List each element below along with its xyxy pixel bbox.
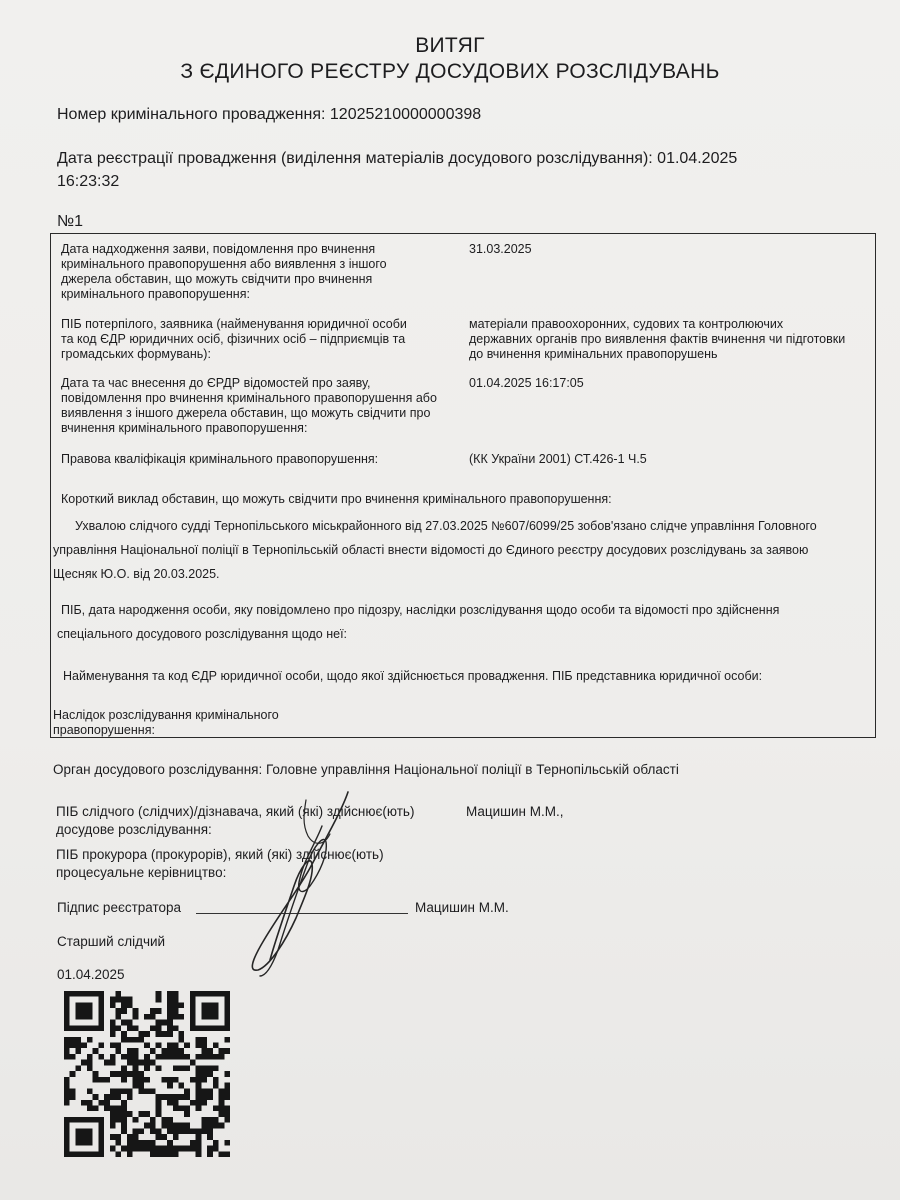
text-line: повідомлення про вчинення кримінального правопорушення або — [61, 391, 437, 405]
qualification-value: (КК України 2001) СТ.426-1 Ч.5 — [469, 452, 647, 466]
signature-icon — [230, 790, 360, 980]
text-line: досудове розслідування: — [56, 822, 212, 837]
investigation-organ: Орган досудового розслідування: Головне управління Національної поліції в Тернопільській області — [53, 762, 679, 777]
case-number: Номер кримінального провадження: 12025210000000398 — [57, 106, 482, 123]
registration-date: Дата реєстрації провадження (виділення матеріалів досудового розслідування): 01.04.2025 — [57, 150, 738, 167]
text-line: ПІБ потерпілого, заявника (найменування юридичної особи — [61, 317, 407, 331]
text-line: Дата надходження заяви, повідомлення про вчинення — [61, 242, 376, 256]
text-line: ПІБ прокурора (прокурорів), який (які) здійснює(ють) — [56, 847, 384, 862]
text-line: правопорушення: — [53, 723, 155, 737]
details-table — [50, 233, 876, 738]
text-line: Дата та час внесення до ЄРДР відомостей про заяву, — [61, 376, 371, 390]
text-line: державних органів про виявлення фактів вчинення чи підготовки — [469, 332, 846, 346]
document-title: ВИТЯГ — [415, 34, 485, 57]
text-line: спеціального досудового розслідування щодо неї: — [57, 627, 348, 641]
summary-text — [53, 514, 868, 586]
text-line: ПІБ, дата народження особи, яку повідомлено про підозру, наслідки розслідування щодо особи та відомості про здійснення — [61, 603, 780, 617]
summary-label: Короткий виклад обставин, що можуть свідчити про вчинення кримінального правопорушення: — [61, 492, 612, 506]
registration-time: 16:23:32 — [57, 173, 120, 190]
legal-entity-label: Найменування та код ЄДР юридичної особи, щодо якої здійснюється провадження. ПІБ представника юридичної особи: — [63, 669, 763, 683]
document-subtitle: З ЄДИНОГО РЕЄСТРУ ДОСУДОВИХ РОЗСЛІДУВАНЬ — [180, 60, 720, 83]
text-line: вчинення кримінального правопорушення: — [61, 421, 308, 435]
text-line: джерела обставин, що можуть свідчити про вчинення — [61, 272, 373, 286]
registrar-label: Підпис реєстратора — [57, 900, 182, 915]
entry-number: №1 — [57, 213, 84, 230]
position-title: Старший слідчий — [57, 934, 166, 949]
applicant-label — [61, 317, 451, 362]
qualification-label: Правова кваліфікація кримінального правопорушення: — [61, 452, 379, 466]
text-line: кримінального правопорушення: — [61, 287, 250, 301]
text-line: Ухвалою слідчого судді Тернопільського міськрайонного від 27.03.2025 №607/6099/25 зобов'язано слідче управління Головного — [75, 519, 817, 533]
text-line: ПІБ слідчого (слідчих)/дізнавача, який (які) здійснює(ють) — [56, 804, 415, 819]
text-line: та код ЄДР юридичних осіб, фізичних осіб – підприємців та — [61, 332, 406, 346]
erdr-entry-value: 01.04.2025 16:17:05 — [469, 376, 584, 390]
result-label — [53, 708, 353, 738]
text-line: кримінального правопорушення або виявлення з іншого — [61, 257, 387, 271]
document-date: 01.04.2025 — [57, 967, 125, 982]
suspect-label — [57, 598, 872, 646]
erdr-entry-label — [61, 376, 451, 436]
receipt-date-label — [61, 242, 451, 302]
text-line: Наслідок розслідування кримінального — [53, 708, 279, 722]
text-line: Щесняк Ю.О. від 20.03.2025. — [53, 567, 220, 581]
text-line: громадських формувань): — [61, 347, 211, 361]
receipt-date-value: 31.03.2025 — [469, 242, 532, 256]
applicant-value — [469, 317, 874, 362]
text-line: процесуальне керівництво: — [56, 865, 227, 880]
text-line: до вчинення кримінальних правопорушень — [469, 347, 718, 361]
registrar-name: Мацишин М.М. — [415, 900, 509, 915]
investigator-name: Мацишин М.М., — [466, 804, 564, 819]
qr-code-icon — [60, 991, 234, 1157]
text-line: управління Національної поліції в Тернопільській області внести відомості до Єдиного реєстру досудових розслідувань за заявою — [53, 543, 809, 557]
text-line: виявлення з іншого джерела обставин, що можуть свідчити про — [61, 406, 431, 420]
text-line: матеріали правоохоронних, судових та контролюючих — [469, 317, 784, 331]
